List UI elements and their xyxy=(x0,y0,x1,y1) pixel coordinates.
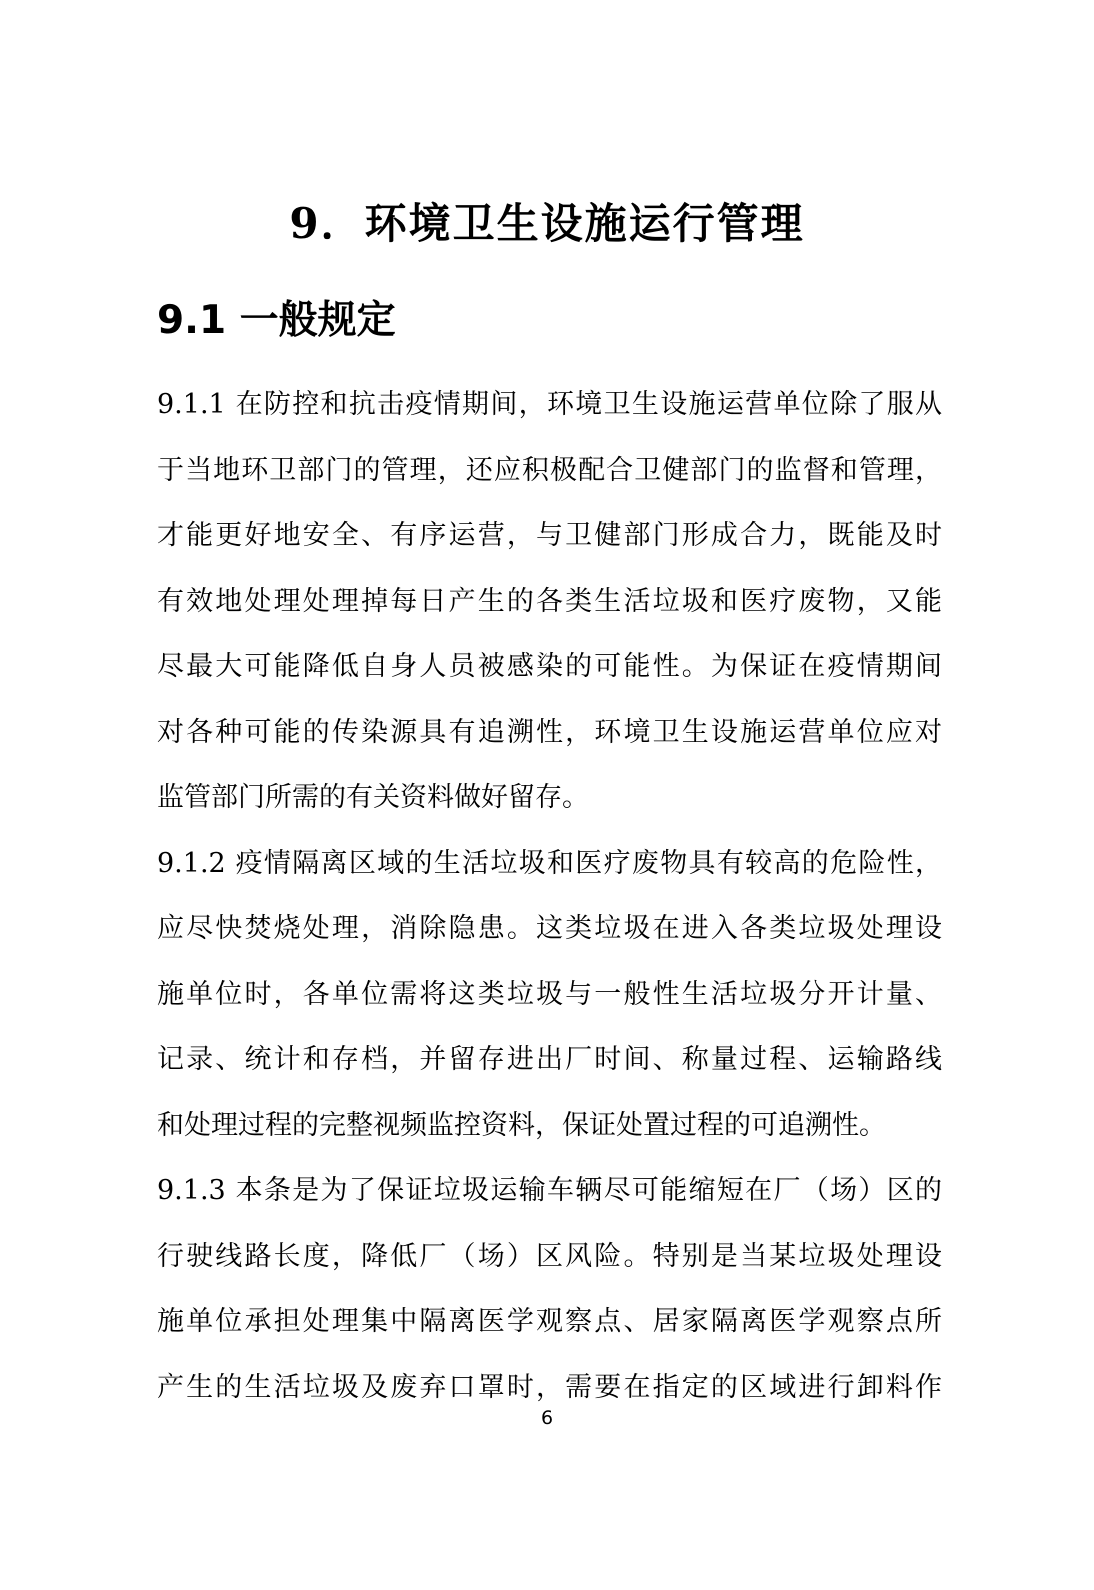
section-heading xyxy=(157,290,396,351)
text-line: 于当地环卫部门的管理，还应积极配合卫健部门的监督和管理， xyxy=(157,454,942,486)
section-title-text: 一般规定 xyxy=(239,297,396,343)
text-line: 行驶线路长度，降低厂（场）区风险。特别是当某垃圾处理设 xyxy=(157,1240,942,1272)
text-line: 记录、统计和存档，并留存进出厂时间、称量过程、运输路线 xyxy=(157,1044,942,1075)
page-number: 6 xyxy=(540,1407,554,1429)
text-line: 有效地处理处理掉每日产生的各类生活垃圾和医疗废物，又能 xyxy=(157,585,942,617)
body-text xyxy=(157,372,942,1420)
text-line: 应尽快焚烧处理，消除隐患。这类垃圾在进入各类垃圾处理设 xyxy=(157,913,942,944)
text-line: 9.1.3 本条是为了保证垃圾运输车辆尽可能缩短在厂（场）区的 xyxy=(157,1175,942,1206)
text-line: 才能更好地安全、有序运营，与卫健部门形成合力，既能及时 xyxy=(157,520,942,551)
text-line: 施单位时，各单位需将这类垃圾与一般性生活垃圾分开计量、 xyxy=(157,978,942,1010)
section-number: 9.1 xyxy=(157,298,227,343)
text-line: 9.1.1 在防控和抗击疫情期间，环境卫生设施运营单位除了服从 xyxy=(157,389,942,420)
text-line: 产生的生活垃圾及废弃口罩时，需要在指定的区域进行卸料作 xyxy=(157,1371,942,1403)
chapter-title: 9．环境卫生设施运行管理 xyxy=(289,199,805,248)
text-line: 对各种可能的传染源具有追溯性，环境卫生设施运营单位应对 xyxy=(157,716,942,748)
text-line: 监管部门所需的有关资料做好留存。 xyxy=(157,782,589,813)
text-line: 和处理过程的完整视频监控资料，保证处置过程的可追溯性。 xyxy=(157,1109,886,1141)
text-line: 9.1.2 疫情隔离区域的生活垃圾和医疗废物具有较高的危险性， xyxy=(157,847,942,879)
text-line: 尽最大可能降低自身人员被感染的可能性。为保证在疫情期间 xyxy=(157,651,942,682)
text-line: 施单位承担处理集中隔离医学观察点、居家隔离医学观察点所 xyxy=(157,1306,942,1337)
